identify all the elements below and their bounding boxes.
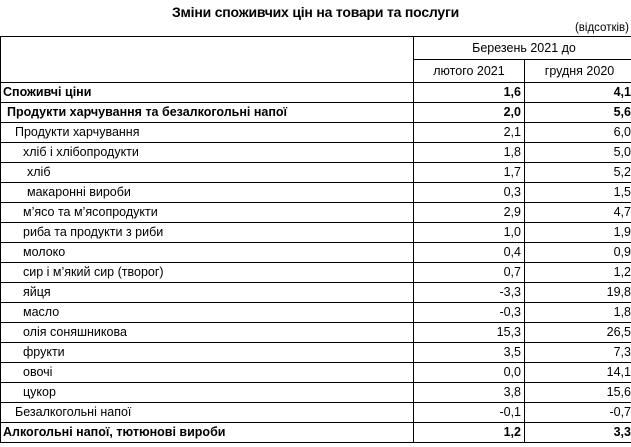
value-feb2021: 1,0 xyxy=(414,223,525,243)
value-dec2020: 5,6 xyxy=(525,103,631,123)
table-row xyxy=(1,223,631,243)
value-dec2020: 4,1 xyxy=(525,83,631,103)
table-row xyxy=(1,283,631,303)
table-row xyxy=(1,383,631,403)
row-label: Алкогольні напої, тютюнові вироби xyxy=(1,423,414,443)
table-row xyxy=(1,403,631,423)
table-row xyxy=(1,363,631,383)
row-label: яйця xyxy=(1,283,414,303)
value-feb2021: 2,1 xyxy=(414,123,525,143)
value-feb2021: 2,0 xyxy=(414,103,525,123)
table-row xyxy=(1,423,631,443)
table-row xyxy=(1,323,631,343)
row-label: Продукти харчування xyxy=(1,123,414,143)
table-row xyxy=(1,83,631,103)
value-dec2020: 19,8 xyxy=(525,283,631,303)
row-label: макаронні вироби xyxy=(1,183,414,203)
value-dec2020: 14,1 xyxy=(525,363,631,383)
row-label: овочі xyxy=(1,363,414,383)
value-feb2021: 0,4 xyxy=(414,243,525,263)
value-dec2020: 15,6 xyxy=(525,383,631,403)
row-label: масло xyxy=(1,303,414,323)
row-label: риба та продукти з риби xyxy=(1,223,414,243)
table-row xyxy=(1,203,631,223)
header-category-cell xyxy=(1,37,414,83)
value-feb2021: 3,5 xyxy=(414,343,525,363)
value-dec2020: 26,5 xyxy=(525,323,631,343)
value-feb2021: 15,3 xyxy=(414,323,525,343)
value-feb2021: 0,0 xyxy=(414,363,525,383)
header-group-period: Березень 2021 до xyxy=(414,37,631,60)
header-row-group xyxy=(1,37,631,60)
value-dec2020: 1,5 xyxy=(525,183,631,203)
row-label: Продукти харчування та безалкогольні напої xyxy=(1,103,414,123)
table-row xyxy=(1,163,631,183)
table-row xyxy=(1,263,631,283)
value-dec2020: 5,0 xyxy=(525,143,631,163)
row-label: хліб і хлібопродукти xyxy=(1,143,414,163)
value-feb2021: 0,3 xyxy=(414,183,525,203)
row-label: Споживчі ціни xyxy=(1,83,414,103)
units-label: (відсотків) xyxy=(574,22,629,34)
row-label: сир і м’який сир (творог) xyxy=(1,263,414,283)
value-feb2021: 1,6 xyxy=(414,83,525,103)
value-dec2020: 3,3 xyxy=(525,423,631,443)
table-row xyxy=(1,143,631,163)
table-row xyxy=(1,123,631,143)
value-dec2020: 5,2 xyxy=(525,163,631,183)
value-feb2021: 0,7 xyxy=(414,263,525,283)
value-dec2020: 1,9 xyxy=(525,223,631,243)
price-changes-table xyxy=(0,36,631,443)
header-col-dec2020: грудня 2020 xyxy=(525,60,631,83)
header-col-feb2021: лютого 2021 xyxy=(414,60,525,83)
table-row xyxy=(1,183,631,203)
table-row xyxy=(1,243,631,263)
row-label: цукор xyxy=(1,383,414,403)
table-row xyxy=(1,343,631,363)
value-dec2020: 6,0 xyxy=(525,123,631,143)
value-dec2020: 1,8 xyxy=(525,303,631,323)
row-label: хліб xyxy=(1,163,414,183)
row-label: молоко xyxy=(1,243,414,263)
document-title: Зміни споживчих цін на товари та послуги xyxy=(171,4,460,20)
table-row xyxy=(1,103,631,123)
value-dec2020: 7,3 xyxy=(525,343,631,363)
value-dec2020: -0,7 xyxy=(525,403,631,423)
value-feb2021: 3,8 xyxy=(414,383,525,403)
value-dec2020: 0,9 xyxy=(525,243,631,263)
value-feb2021: -0,1 xyxy=(414,403,525,423)
value-feb2021: 2,9 xyxy=(414,203,525,223)
value-feb2021: 1,2 xyxy=(414,423,525,443)
table-body xyxy=(1,83,631,443)
value-dec2020: 1,2 xyxy=(525,263,631,283)
value-feb2021: 1,8 xyxy=(414,143,525,163)
value-feb2021: -0,3 xyxy=(414,303,525,323)
table-row xyxy=(1,303,631,323)
row-label: фрукти xyxy=(1,343,414,363)
row-label: Безалкогольні напої xyxy=(1,403,414,423)
row-label: м’ясо та м’ясопродукти xyxy=(1,203,414,223)
value-feb2021: 1,7 xyxy=(414,163,525,183)
row-label: олія соняшникова xyxy=(1,323,414,343)
value-dec2020: 4,7 xyxy=(525,203,631,223)
value-feb2021: -3,3 xyxy=(414,283,525,303)
